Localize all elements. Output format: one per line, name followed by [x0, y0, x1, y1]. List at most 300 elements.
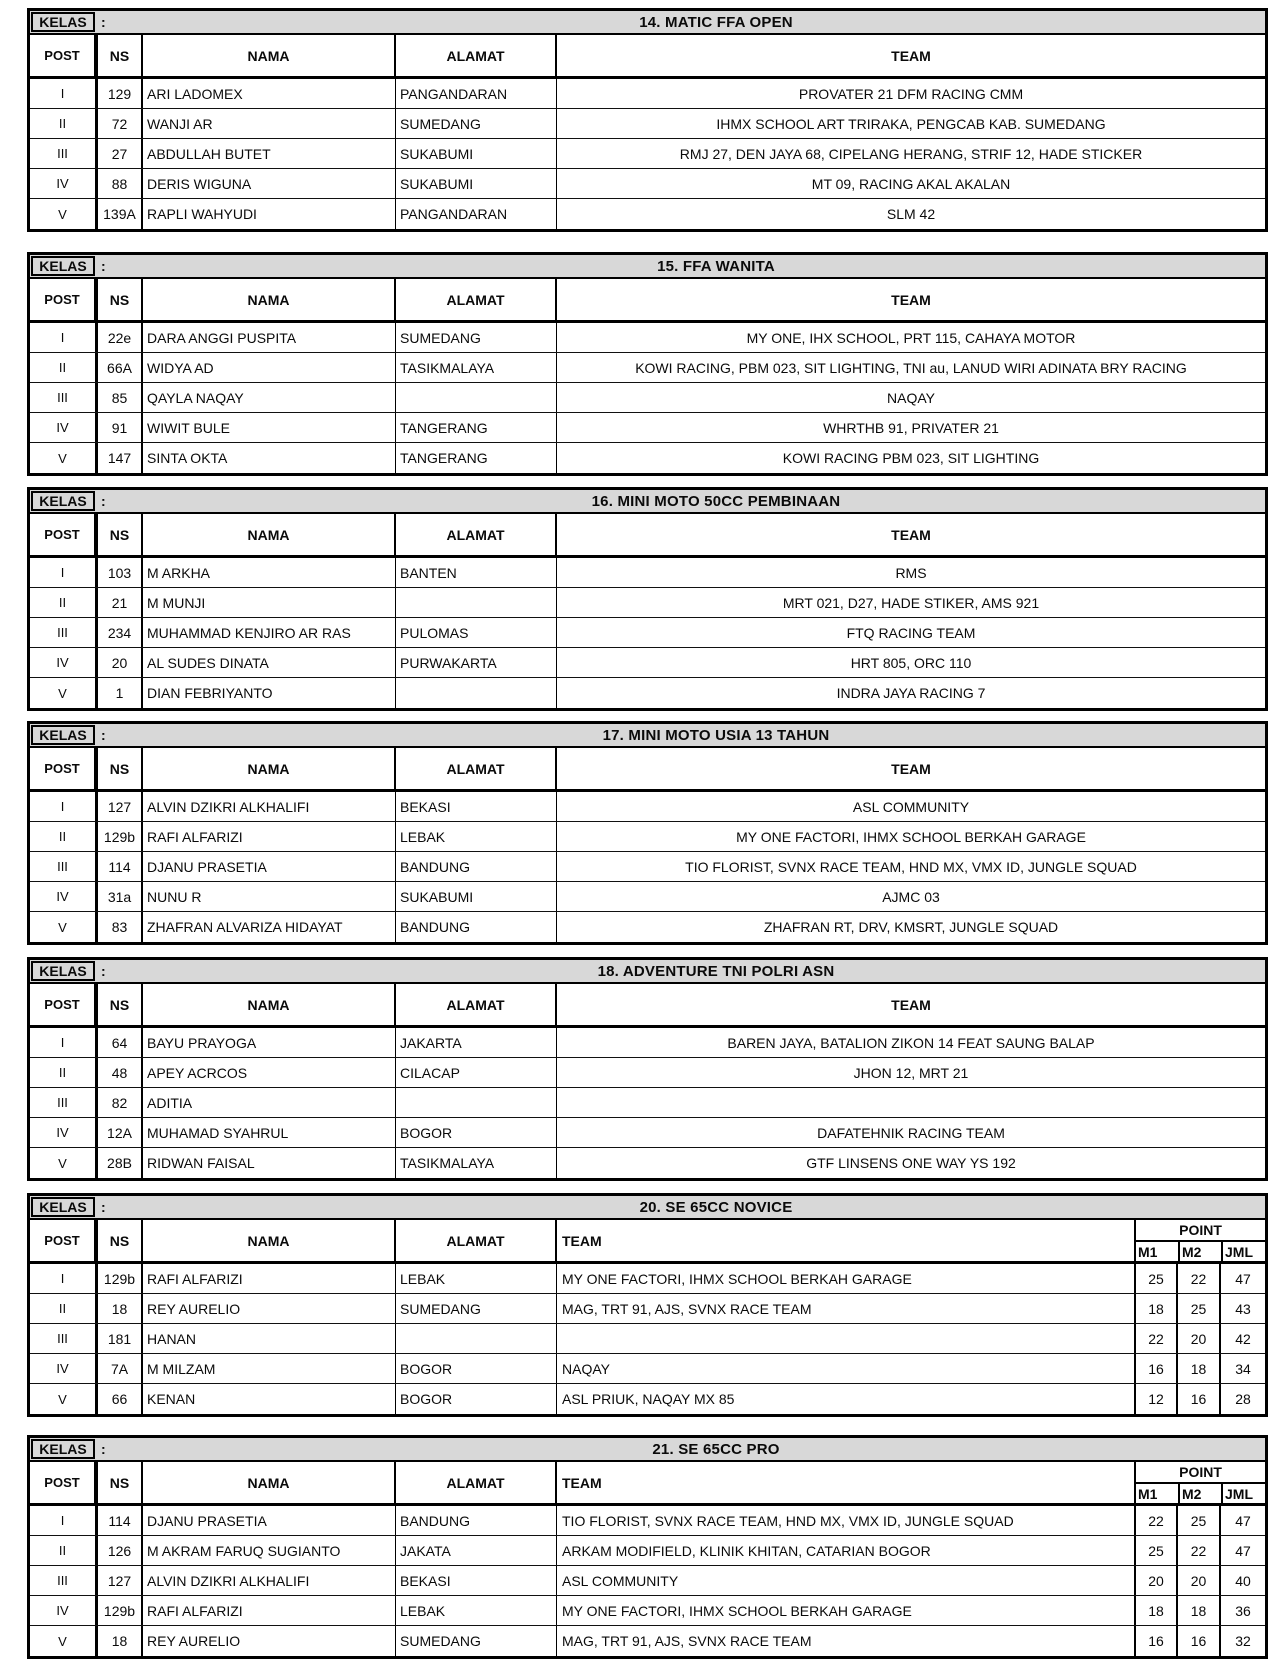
- column-header-row: [30, 1462, 1265, 1506]
- cell-ns: 31a: [96, 882, 143, 911]
- cell-post: V: [30, 912, 96, 942]
- cell-nama: ABDULLAH BUTET: [143, 139, 396, 168]
- cell-m2: 18: [1176, 1596, 1219, 1625]
- col-header-post: POST: [30, 748, 96, 789]
- cell-ns: 18: [96, 1626, 143, 1656]
- table-row: [30, 1118, 1265, 1148]
- cell-post: I: [30, 558, 96, 587]
- cell-nama: WANJI AR: [143, 109, 396, 138]
- column-header-row: [30, 279, 1265, 323]
- cell-ns: 48: [96, 1058, 143, 1087]
- cell-post: IV: [30, 648, 96, 677]
- cell-team: KOWI RACING PBM 023, SIT LIGHTING: [782, 450, 1040, 466]
- cell-ns: 88: [96, 169, 143, 198]
- col-header-nama: NAMA: [143, 1220, 396, 1261]
- table-row: [30, 353, 1265, 383]
- col-header-ns: NS: [96, 35, 143, 76]
- col-header-alamat: ALAMAT: [396, 35, 557, 76]
- cell-alamat: SUKABUMI: [396, 139, 557, 168]
- cell-alamat: PULOMAS: [396, 618, 557, 647]
- table-row: [30, 678, 1265, 708]
- cell-nama: DIAN FEBRIYANTO: [143, 678, 396, 708]
- col-header-jml: JML: [1221, 1242, 1265, 1261]
- cell-ns: 129: [96, 79, 143, 108]
- cell-jml: 34: [1219, 1354, 1265, 1383]
- cell-jml: 40: [1219, 1566, 1265, 1595]
- col-header-post: POST: [30, 35, 96, 76]
- cell-alamat: JAKATA: [396, 1536, 557, 1565]
- cell-nama: DARA ANGGI PUSPITA: [143, 323, 396, 352]
- cell-jml: 47: [1219, 1536, 1265, 1565]
- cell-m2: 22: [1176, 1536, 1219, 1565]
- table-row: [30, 1058, 1265, 1088]
- cell-alamat: SUMEDANG: [396, 323, 557, 352]
- col-header-m2: M2: [1178, 1484, 1221, 1503]
- cell-alamat: BOGOR: [396, 1384, 557, 1414]
- cell-m2: 18: [1176, 1354, 1219, 1383]
- cell-ns: 82: [96, 1088, 143, 1117]
- cell-m1: 12: [1134, 1384, 1176, 1414]
- cell-post: I: [30, 1028, 96, 1057]
- cell-ns: 28B: [96, 1148, 143, 1178]
- cell-nama: M MUNJI: [143, 588, 396, 617]
- class-title: 17. MINI MOTO USIA 13 TAHUN: [602, 726, 830, 744]
- cell-alamat: TASIKMALAYA: [396, 1148, 557, 1178]
- col-header-post: POST: [30, 514, 96, 555]
- cell-nama: ALVIN DZIKRI ALKHALIFI: [143, 1566, 396, 1595]
- cell-post: V: [30, 443, 96, 473]
- cell-post: III: [30, 852, 96, 881]
- kelas-colon: :: [101, 727, 106, 743]
- cell-team: MRT 021, D27, HADE STIKER, AMS 921: [782, 594, 1040, 611]
- kelas-header: [30, 490, 1265, 514]
- table-row: [30, 169, 1265, 199]
- cell-team: DAFATEHNIK RACING TEAM: [817, 1124, 1005, 1141]
- table-row: [30, 383, 1265, 413]
- cell-alamat: [396, 383, 557, 412]
- cell-ns: 72: [96, 109, 143, 138]
- cell-alamat: SUKABUMI: [396, 882, 557, 911]
- cell-post: III: [30, 1088, 96, 1117]
- col-header-nama: NAMA: [143, 514, 396, 555]
- cell-alamat: TANGERANG: [396, 443, 557, 473]
- point-subheader-row: [1136, 1484, 1265, 1503]
- cell-post: IV: [30, 413, 96, 442]
- col-header-m1: M1: [1138, 1243, 1158, 1260]
- cell-ns: 234: [96, 618, 143, 647]
- kelas-label: KELAS: [31, 1439, 95, 1459]
- cell-m1: 25: [1134, 1264, 1176, 1293]
- cell-m2: 20: [1176, 1566, 1219, 1595]
- cell-post: V: [30, 1626, 96, 1656]
- cell-alamat: PURWAKARTA: [396, 648, 557, 677]
- col-header-alamat: ALAMAT: [396, 1462, 557, 1503]
- cell-post: I: [30, 792, 96, 821]
- cell-nama: APEY ACRCOS: [143, 1058, 396, 1087]
- cell-post: V: [30, 1148, 96, 1178]
- class-title: 20. SE 65CC NOVICE: [639, 1198, 793, 1216]
- cell-alamat: CILACAP: [396, 1058, 557, 1087]
- cell-jml: 43: [1219, 1294, 1265, 1323]
- cell-team: KOWI RACING, PBM 023, SIT LIGHTING, TNI au, LANUD WIRI ADINATA BRY RACING: [635, 359, 1187, 376]
- cell-team: ARKAM MODIFIELD, KLINIK KHITAN, CATARIAN BOGOR: [562, 1542, 931, 1559]
- cell-team: ASL PRIUK, NAQAY MX 85: [562, 1391, 735, 1407]
- kelas-header: [30, 724, 1265, 748]
- cell-nama: M AKRAM FARUQ SUGIANTO: [143, 1536, 396, 1565]
- col-header-team: TEAM: [891, 47, 931, 64]
- class-title: 14. MATIC FFA OPEN: [639, 13, 793, 31]
- col-header-alamat: ALAMAT: [396, 984, 557, 1025]
- table-row: [30, 1324, 1265, 1354]
- cell-team: TIO FLORIST, SVNX RACE TEAM, HND MX, VMX ID, JUNGLE SQUAD: [562, 1512, 1014, 1529]
- cell-jml: 28: [1219, 1384, 1265, 1414]
- cell-team: ASL COMMUNITY: [562, 1572, 679, 1589]
- cell-ns: 21: [96, 588, 143, 617]
- cell-post: III: [30, 618, 96, 647]
- cell-jml: 42: [1219, 1324, 1265, 1353]
- cell-team: RMS: [895, 564, 927, 581]
- col-header-ns: NS: [96, 748, 143, 789]
- cell-alamat: BEKASI: [396, 1566, 557, 1595]
- cell-alamat: TASIKMALAYA: [396, 353, 557, 382]
- col-header-nama: NAMA: [143, 984, 396, 1025]
- class-title: 15. FFA WANITA: [657, 257, 775, 275]
- col-header-alamat: ALAMAT: [396, 279, 557, 320]
- cell-team: [557, 1088, 1265, 1117]
- cell-nama: SINTA OKTA: [143, 443, 396, 473]
- cell-ns: 64: [96, 1028, 143, 1057]
- table-row: [30, 1566, 1265, 1596]
- results-table: [27, 487, 1268, 711]
- col-header-team: TEAM: [891, 291, 931, 308]
- cell-post: III: [30, 1566, 96, 1595]
- cell-m1: 22: [1134, 1324, 1176, 1353]
- cell-m1: 16: [1134, 1354, 1176, 1383]
- cell-post: IV: [30, 1354, 96, 1383]
- column-header-row: [30, 35, 1265, 79]
- cell-post: IV: [30, 1118, 96, 1147]
- cell-ns: 66A: [96, 353, 143, 382]
- cell-jml: 47: [1219, 1506, 1265, 1535]
- table-row: [30, 1264, 1265, 1294]
- cell-alamat: BEKASI: [396, 792, 557, 821]
- cell-alamat: PANGANDARAN: [396, 79, 557, 108]
- col-header-ns: NS: [96, 984, 143, 1025]
- col-header-team: TEAM: [891, 526, 931, 543]
- column-header-row: [30, 514, 1265, 558]
- class-title: 21. SE 65CC PRO: [652, 1440, 780, 1458]
- cell-nama: HANAN: [143, 1324, 396, 1353]
- cell-team: INDRA JAYA RACING 7: [836, 685, 986, 701]
- cell-ns: 129b: [96, 1264, 143, 1293]
- col-header-ns: NS: [96, 1220, 143, 1261]
- kelas-label: KELAS: [31, 725, 95, 745]
- table-row: [30, 852, 1265, 882]
- cell-alamat: [396, 1324, 557, 1353]
- cell-ns: 18: [96, 1294, 143, 1323]
- cell-m2: 20: [1176, 1324, 1219, 1353]
- cell-post: I: [30, 1264, 96, 1293]
- table-row: [30, 323, 1265, 353]
- cell-m1: 18: [1134, 1596, 1176, 1625]
- cell-post: II: [30, 1058, 96, 1087]
- cell-alamat: SUMEDANG: [396, 1626, 557, 1656]
- cell-post: V: [30, 1384, 96, 1414]
- col-header-team: TEAM: [562, 1232, 602, 1249]
- kelas-colon: :: [101, 1199, 106, 1215]
- table-row: [30, 199, 1265, 229]
- col-header-nama: NAMA: [143, 1462, 396, 1503]
- cell-post: II: [30, 588, 96, 617]
- cell-m2: 16: [1176, 1626, 1219, 1656]
- cell-team: MY ONE FACTORI, IHMX SCHOOL BERKAH GARAGE: [562, 1270, 912, 1287]
- cell-post: IV: [30, 169, 96, 198]
- cell-team: ASL COMMUNITY: [852, 798, 970, 815]
- kelas-header: [30, 960, 1265, 984]
- table-row: [30, 139, 1265, 169]
- cell-m1: 22: [1134, 1506, 1176, 1535]
- col-header-m1: M1: [1138, 1485, 1158, 1502]
- cell-team: NAQAY: [562, 1360, 610, 1377]
- cell-ns: 127: [96, 1566, 143, 1595]
- cell-post: II: [30, 822, 96, 851]
- cell-alamat: BANDUNG: [396, 852, 557, 881]
- cell-team: TIO FLORIST, SVNX RACE TEAM, HND MX, VMX ID, JUNGLE SQUAD: [685, 858, 1137, 875]
- cell-nama: AL SUDES DINATA: [143, 648, 396, 677]
- table-row: [30, 588, 1265, 618]
- cell-nama: WIWIT BULE: [143, 413, 396, 442]
- col-header-team: TEAM: [562, 1474, 602, 1491]
- cell-team: MY ONE FACTORI, IHMX SCHOOL BERKAH GARAGE: [736, 828, 1086, 845]
- cell-jml: 47: [1219, 1264, 1265, 1293]
- cell-team: SLM 42: [886, 206, 936, 222]
- col-header-nama: NAMA: [143, 35, 396, 76]
- results-table: [27, 1435, 1268, 1659]
- cell-nama: REY AURELIO: [143, 1626, 396, 1656]
- point-header-block: [1134, 1220, 1265, 1261]
- cell-post: II: [30, 109, 96, 138]
- table-row: [30, 882, 1265, 912]
- cell-nama: NUNU R: [143, 882, 396, 911]
- col-header-jml: JML: [1221, 1484, 1265, 1503]
- kelas-header: [30, 1438, 1265, 1462]
- table-row: [30, 648, 1265, 678]
- cell-nama: RIDWAN FAISAL: [143, 1148, 396, 1178]
- kelas-label: KELAS: [31, 1197, 95, 1217]
- cell-team: HRT 805, ORC 110: [850, 654, 972, 671]
- table-row: [30, 558, 1265, 588]
- kelas-label: KELAS: [31, 12, 95, 32]
- table-row: [30, 1536, 1265, 1566]
- cell-post: V: [30, 199, 96, 229]
- cell-ns: 181: [96, 1324, 143, 1353]
- kelas-header: [30, 255, 1265, 279]
- cell-alamat: TANGERANG: [396, 413, 557, 442]
- cell-alamat: LEBAK: [396, 822, 557, 851]
- cell-team: IHMX SCHOOL ART TRIRAKA, PENGCAB KAB. SUMEDANG: [716, 115, 1106, 132]
- table-row: [30, 1506, 1265, 1536]
- cell-ns: 83: [96, 912, 143, 942]
- col-header-ns: NS: [96, 279, 143, 320]
- cell-ns: 139A: [96, 199, 143, 229]
- cell-nama: M MILZAM: [143, 1354, 396, 1383]
- cell-team: MY ONE, IHX SCHOOL, PRT 115, CAHAYA MOTOR: [746, 329, 1076, 346]
- cell-nama: MUHAMMAD KENJIRO AR RAS: [143, 618, 396, 647]
- cell-m1: 20: [1134, 1566, 1176, 1595]
- col-header-m2: M2: [1178, 1242, 1221, 1261]
- kelas-colon: :: [101, 1441, 106, 1457]
- cell-ns: 91: [96, 413, 143, 442]
- cell-team: BAREN JAYA, BATALION ZIKON 14 FEAT SAUNG BALAP: [727, 1034, 1095, 1051]
- table-row: [30, 1354, 1265, 1384]
- kelas-label: KELAS: [31, 491, 95, 511]
- cell-nama: DJANU PRASETIA: [143, 852, 396, 881]
- table-row: [30, 1028, 1265, 1058]
- kelas-colon: :: [101, 258, 106, 274]
- table-row: [30, 413, 1265, 443]
- cell-nama: WIDYA AD: [143, 353, 396, 382]
- col-header-ns: NS: [96, 1462, 143, 1503]
- results-table: [27, 252, 1268, 476]
- results-table: [27, 1193, 1268, 1417]
- col-header-post: POST: [30, 1462, 96, 1503]
- cell-jml: 32: [1219, 1626, 1265, 1656]
- cell-post: I: [30, 323, 96, 352]
- cell-alamat: [396, 678, 557, 708]
- col-header-ns: NS: [96, 514, 143, 555]
- class-title: 18. ADVENTURE TNI POLRI ASN: [597, 962, 835, 980]
- col-header-alamat: ALAMAT: [396, 748, 557, 789]
- cell-ns: 66: [96, 1384, 143, 1414]
- col-header-team: TEAM: [891, 760, 931, 777]
- kelas-header: [30, 1196, 1265, 1220]
- table-row: [30, 822, 1265, 852]
- cell-m2: 25: [1176, 1506, 1219, 1535]
- cell-alamat: [396, 1088, 557, 1117]
- table-row: [30, 912, 1265, 942]
- col-header-post: POST: [30, 279, 96, 320]
- cell-post: III: [30, 383, 96, 412]
- cell-team: JHON 12, MRT 21: [853, 1064, 969, 1081]
- cell-post: V: [30, 678, 96, 708]
- cell-alamat: PANGANDARAN: [396, 199, 557, 229]
- cell-ns: 126: [96, 1536, 143, 1565]
- cell-nama: BAYU PRAYOGA: [143, 1028, 396, 1057]
- cell-post: II: [30, 1294, 96, 1323]
- cell-nama: ZHAFRAN ALVARIZA HIDAYAT: [143, 912, 396, 942]
- cell-m2: 22: [1176, 1264, 1219, 1293]
- kelas-colon: :: [101, 14, 106, 30]
- results-table: [27, 721, 1268, 945]
- cell-team: NAQAY: [887, 389, 935, 406]
- cell-team: MY ONE FACTORI, IHMX SCHOOL BERKAH GARAGE: [562, 1602, 912, 1619]
- cell-team: [557, 1324, 1134, 1353]
- table-row: [30, 1294, 1265, 1324]
- cell-m2: 25: [1176, 1294, 1219, 1323]
- cell-m2: 16: [1176, 1384, 1219, 1414]
- cell-m1: 25: [1134, 1536, 1176, 1565]
- table-row: [30, 443, 1265, 473]
- cell-ns: 114: [96, 1506, 143, 1535]
- cell-post: II: [30, 1536, 96, 1565]
- cell-team: MT 09, RACING AKAL AKALAN: [811, 175, 1011, 192]
- cell-ns: 127: [96, 792, 143, 821]
- cell-alamat: BOGOR: [396, 1118, 557, 1147]
- cell-post: I: [30, 79, 96, 108]
- table-row: [30, 792, 1265, 822]
- cell-alamat: LEBAK: [396, 1596, 557, 1625]
- cell-alamat: [396, 588, 557, 617]
- cell-team: GTF LINSENS ONE WAY YS 192: [806, 1155, 1016, 1171]
- cell-alamat: LEBAK: [396, 1264, 557, 1293]
- table-row: [30, 1148, 1265, 1178]
- col-header-team: TEAM: [891, 996, 931, 1013]
- cell-nama: RAFI ALFARIZI: [143, 1264, 396, 1293]
- cell-nama: QAYLA NAQAY: [143, 383, 396, 412]
- cell-alamat: JAKARTA: [396, 1028, 557, 1057]
- cell-team: PROVATER 21 DFM RACING CMM: [798, 85, 1024, 102]
- cell-ns: 27: [96, 139, 143, 168]
- col-header-post: POST: [30, 984, 96, 1025]
- cell-alamat: BANDUNG: [396, 1506, 557, 1535]
- kelas-label: KELAS: [31, 256, 95, 276]
- cell-nama: MUHAMAD SYAHRUL: [143, 1118, 396, 1147]
- cell-team: WHRTHB 91, PRIVATER 21: [823, 419, 999, 436]
- column-header-row: [30, 984, 1265, 1028]
- cell-alamat: SUMEDANG: [396, 1294, 557, 1323]
- cell-team: AJMC 03: [882, 888, 940, 905]
- point-subheader-row: [1136, 1242, 1265, 1261]
- cell-post: I: [30, 1506, 96, 1535]
- cell-nama: DERIS WIGUNA: [143, 169, 396, 198]
- cell-m1: 18: [1134, 1294, 1176, 1323]
- col-header-alamat: ALAMAT: [396, 514, 557, 555]
- cell-alamat: BANDUNG: [396, 912, 557, 942]
- cell-team: MAG, TRT 91, AJS, SVNX RACE TEAM: [562, 1633, 812, 1649]
- class-title: 16. MINI MOTO 50CC PEMBINAAN: [591, 492, 841, 510]
- column-header-row: [30, 748, 1265, 792]
- cell-ns: 22e: [96, 323, 143, 352]
- table-row: [30, 79, 1265, 109]
- col-header-point: POINT: [1136, 1220, 1265, 1242]
- cell-nama: DJANU PRASETIA: [143, 1506, 396, 1535]
- kelas-header: [30, 11, 1265, 35]
- results-table: [27, 8, 1268, 232]
- table-row: [30, 1384, 1265, 1414]
- cell-jml: 36: [1219, 1596, 1265, 1625]
- cell-ns: 103: [96, 558, 143, 587]
- table-row: [30, 109, 1265, 139]
- kelas-label: KELAS: [31, 961, 95, 981]
- cell-team: RMJ 27, DEN JAYA 68, CIPELANG HERANG, STRIF 12, HADE STICKER: [679, 145, 1143, 162]
- results-table: [27, 957, 1268, 1181]
- cell-ns: 147: [96, 443, 143, 473]
- cell-ns: 20: [96, 648, 143, 677]
- cell-post: II: [30, 353, 96, 382]
- table-row: [30, 1088, 1265, 1118]
- cell-team: FTQ RACING TEAM: [846, 624, 976, 641]
- table-row: [30, 1596, 1265, 1626]
- col-header-point: POINT: [1136, 1462, 1265, 1484]
- cell-nama: ALVIN DZIKRI ALKHALIFI: [143, 792, 396, 821]
- cell-ns: 129b: [96, 822, 143, 851]
- cell-ns: 85: [96, 383, 143, 412]
- cell-nama: ADITIA: [143, 1088, 396, 1117]
- cell-ns: 7A: [96, 1354, 143, 1383]
- cell-nama: RAFI ALFARIZI: [143, 1596, 396, 1625]
- cell-alamat: BOGOR: [396, 1354, 557, 1383]
- cell-nama: REY AURELIO: [143, 1294, 396, 1323]
